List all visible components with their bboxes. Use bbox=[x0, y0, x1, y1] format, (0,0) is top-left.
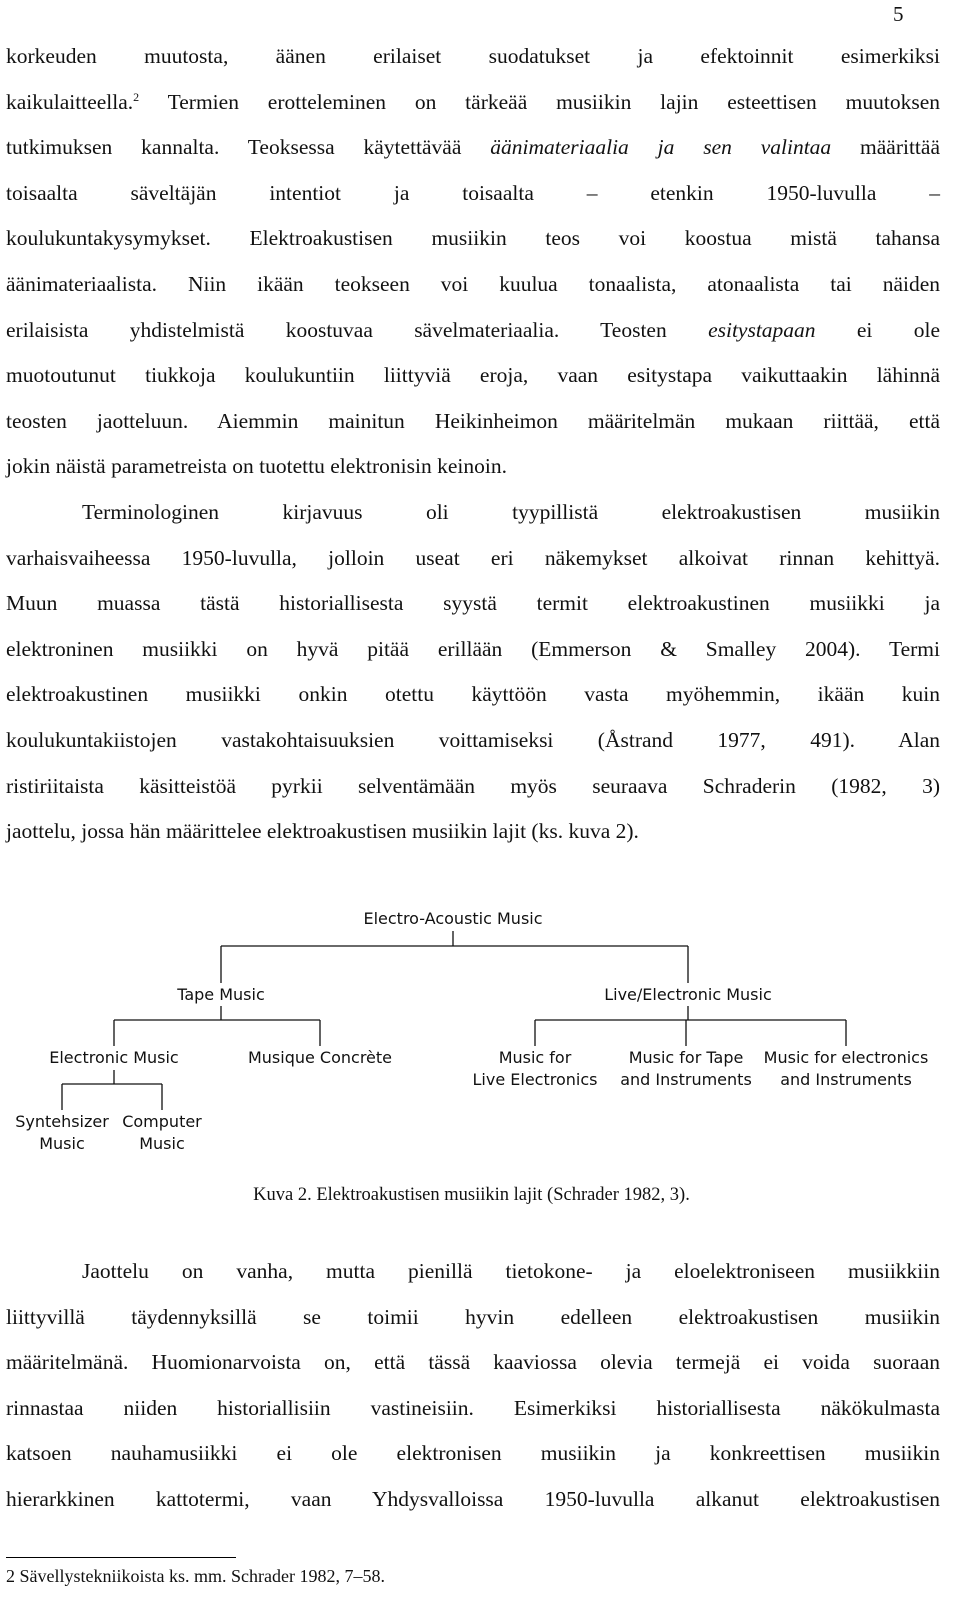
node-synthesizer-music bbox=[7, 1111, 117, 1155]
paragraph-3 bbox=[6, 1249, 940, 1523]
text-line: varhaisvaiheessa 1950-luvulla, jolloin useat eri näkemykset alkoivat rinnan kehittyä. bbox=[6, 545, 940, 570]
text-line: erilaisista yhdistelmistä koostuvaa sävelmateriaalia. Teosten bbox=[6, 317, 667, 342]
paragraph-2 bbox=[6, 490, 940, 855]
node-line: Music for Tape bbox=[628, 1048, 744, 1067]
text-line: määrittää bbox=[860, 135, 940, 160]
text-line: muotoutunut tiukkoja koulukuntiin liittyviä eroja, vaan esitystapa vaikuttaakin lähinnä bbox=[6, 363, 940, 388]
text-line: koulukuntakysymykset. Elektroakustisen musiikin teos voi koostua mistä tahansa bbox=[6, 226, 940, 251]
node-line: and Instruments bbox=[780, 1070, 912, 1089]
text-line: katsoen nauhamusiikki ei ole elektronisen musiikin ja konkreettisen musiikin bbox=[6, 1441, 940, 1466]
node-musique-concrete: Musique Concrète bbox=[247, 1048, 393, 1067]
node-electronic-music: Electronic Music bbox=[49, 1048, 179, 1067]
text-line: äänimateriaalista. Niin ikään teokseen voi kuulua tonaalista, atonaalista tai näiden bbox=[6, 271, 940, 296]
node-music-for-tape-and-instruments bbox=[612, 1047, 760, 1091]
node-line: Syntehsizer bbox=[15, 1112, 109, 1131]
node-computer-music bbox=[112, 1111, 212, 1155]
node-line: and Instruments bbox=[620, 1070, 752, 1089]
text-line: hierarkkinen kattotermi, vaan Yhdysvalloissa 1950-luvulla alkanut elektroakustisen bbox=[6, 1486, 940, 1511]
text-line: teosten jaotteluun. Aiemmin mainitun Heikinheimon määritelmän mukaan riittää, että bbox=[6, 408, 940, 433]
text-line: jokin näistä parametreista on tuotettu elektronisin keinoin. bbox=[6, 454, 507, 479]
text-line: Termien erotteleminen on tärkeää musiikin lajin esteettisen muutoksen bbox=[167, 89, 940, 114]
node-electro-acoustic-music: Electro-Acoustic Music bbox=[363, 909, 543, 928]
node-line: Music for bbox=[498, 1048, 572, 1067]
text-line: tutkimuksen kannalta. Teoksessa käytettävää bbox=[6, 135, 462, 160]
node-line: Live Electronics bbox=[472, 1070, 598, 1089]
text-line: korkeuden muutosta, äänen erilaiset suodatukset ja efektoinnit esimerkiksi bbox=[6, 44, 940, 68]
text-line: elektroakustinen musiikki onkin otettu käyttöön vasta myöhemmin, ikään kuin bbox=[6, 682, 940, 707]
text-line: liittyvillä täydennyksillä se toimii hyvin edelleen elektroakustisen musiikin bbox=[6, 1304, 940, 1329]
node-line: Music bbox=[139, 1134, 185, 1153]
emphasis: esitystapaan bbox=[708, 317, 816, 342]
node-live-electronic-music: Live/Electronic Music bbox=[604, 985, 772, 1004]
emphasis: äänimateriaalia ja sen valintaa bbox=[490, 135, 832, 160]
text-line: kaikulaitteella. bbox=[6, 89, 134, 114]
node-music-for-electronics-and-instruments bbox=[756, 1047, 936, 1091]
footnote-rule bbox=[6, 1557, 236, 1558]
text-line: Jaottelu on vanha, mutta pienillä tietokone- ja eloelektroniseen musiikkiin bbox=[82, 1259, 940, 1283]
text-line: toisaalta säveltäjän intentiot ja toisaalta – etenkin 1950-luvulla – bbox=[6, 180, 940, 205]
text-line: määritelmänä. Huomionarvoista on, että tässä kaaviossa olevia termejä ei voida suoraan bbox=[6, 1350, 940, 1375]
node-line: Computer bbox=[122, 1112, 202, 1131]
node-line: Music bbox=[39, 1134, 85, 1153]
genre-tree-diagram bbox=[0, 900, 960, 1170]
figure-caption: Kuva 2. Elektroakustisen musiikin lajit (Schrader 1982, 3). bbox=[253, 1185, 690, 1205]
footnote-ref[interactable]: 2 bbox=[133, 89, 140, 104]
text-line: Terminologinen kirjavuus oli tyypillistä elektroakustisen musiikin bbox=[82, 500, 940, 524]
text-line: ristiriitaista käsitteistöä pyrkii selventämään myös seuraava Schraderin (1982, 3) bbox=[6, 773, 940, 798]
page-number: 5 bbox=[893, 2, 904, 26]
paragraph-1 bbox=[6, 34, 940, 490]
node-line: Music for electronics bbox=[763, 1048, 929, 1067]
text-line: ei ole bbox=[856, 317, 940, 342]
text-line: koulukuntakiistojen vastakohtaisuuksien voittamiseksi (Åstrand 1977, 491). Alan bbox=[6, 727, 940, 752]
text-line: Muun muassa tästä historiallisesta syystä termit elektroakustinen musiikki ja bbox=[6, 591, 940, 616]
footnote: 2 Sävellystekniikoista ks. mm. Schrader 1982, 7–58. bbox=[6, 1566, 385, 1586]
text-line: elektroninen musiikki on hyvä pitää erillään (Emmerson & Smalley 2004). Termi bbox=[6, 636, 940, 661]
node-tape-music: Tape Music bbox=[177, 985, 265, 1004]
text-line: rinnastaa niiden historiallisiin vastineisiin. Esimerkiksi historiallisesta näkökulmasta bbox=[6, 1395, 940, 1420]
node-music-for-live-electronics bbox=[465, 1047, 605, 1091]
text-line: jaottelu, jossa hän määrittelee elektroakustisen musiikin lajit (ks. kuva 2). bbox=[6, 819, 639, 844]
